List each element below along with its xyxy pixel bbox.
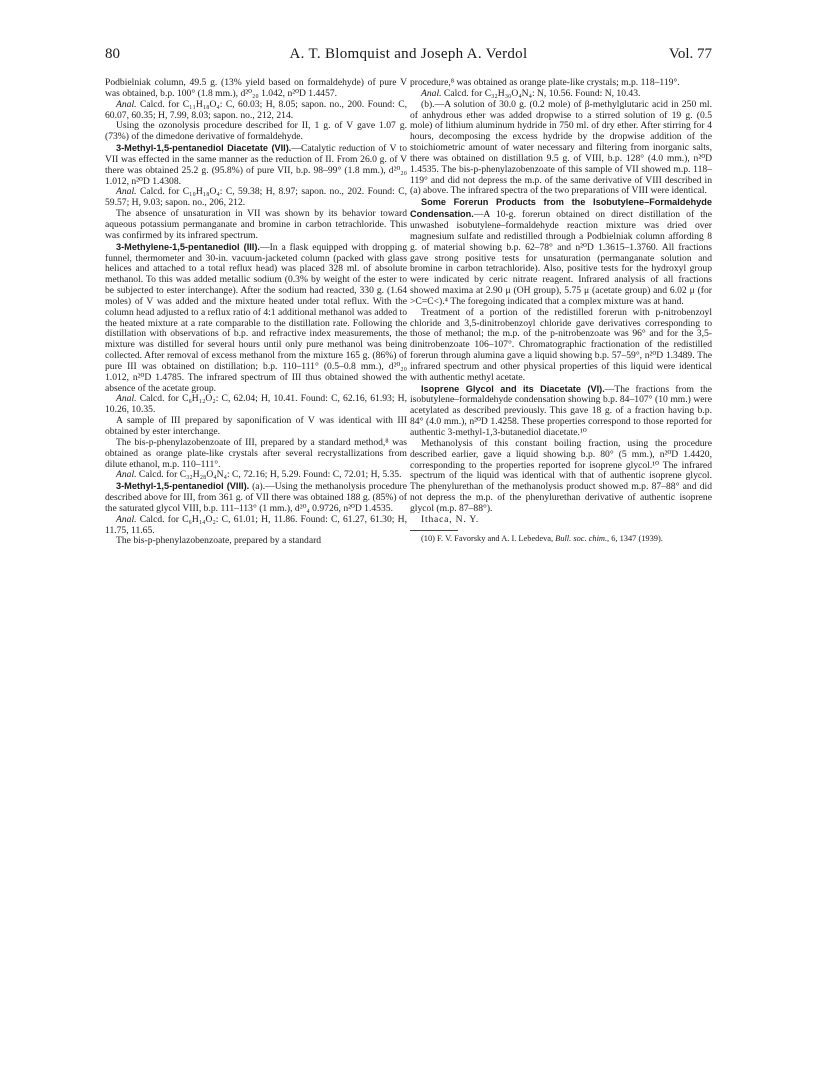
page-number: 80 [105,46,120,62]
analysis-paragraph [105,100,407,122]
footnote-rule [410,530,458,531]
footnote [410,534,712,544]
section-paragraph [105,481,407,515]
paragraph: Methanolysis of this constant boiling fraction, using the procedure described earlier, gave a liquid showing b.p. 80° (5 mm.), n²⁰D 1.4420, corresponding to the properties reported for isoprene glycol.¹⁰ The infrared spectrum of the liquid was identical with that of authentic isoprene glycol. The phenylurethan of the methanolysis product showed m.p. 87–88° and did not depress the m.p. of the phenylurethan derivative of authentic isoprene glycol (m.p. 87–88°). [410,437,712,514]
section-heading: Isoprene Glycol and its Diacetate (VI). [421,383,605,394]
paragraph: The bis-p-phenylazobenzoate of III, prepared by a standard method,⁸ was obtained as orange plate-like crystals after several recrystallizations from dilute ethanol, m.p. 110–111°. [105,436,407,470]
footnote-journal: Bull. soc. chim. [555,533,608,543]
section-text: (a).—Using the methanolysis procedure described above for III, from 361 g. of VII there was obtained 188 g. (85%) of the saturated glycol VIII, b.p. 111–113° (1 mm.), d²⁰₄ 0.9726, n²⁰D 1.4535. [105,481,407,514]
analysis-text: Calcd. for C₃₂H₂₈O₄N₄: C, 72.16; H, 5.29. Found: C, 72.01; H, 5.35. [136,469,402,481]
analysis-text: Calcd. for C₆H₁₄O₂: C, 61.01; H, 11.86. Found: C, 61.27, 61.30; H, 11.75, 11.65. [105,513,407,536]
anal-label: Anal. [116,513,137,525]
section-paragraph [410,197,712,307]
anal-label: Anal. [421,87,442,99]
paragraph: Using the ozonolysis procedure described for II, 1 g. of V gave 1.07 g. (73%) of the dimedone derivative of formaldehyde. [105,120,407,143]
analysis-paragraph [105,515,407,537]
analysis-paragraph [105,470,407,481]
analysis-text: Calcd. for C₃₂H₃₀O₄N₄: N, 10.56. Found: N, 10.43. [441,87,641,99]
section-text: —Catalytic reduction of V to VII was effected in the same manner as the reduction of II. From 26.0 g. of V there was obtained 25.2 g. (95.8%) of pure VII, b.p. 98–99° (1.8 mm.), d²⁰₂₀ 1.012, n²⁰D 1.4308. [105,143,407,187]
section-paragraph [105,143,407,187]
footnote-citation: , 6, 1347 (1939). [607,533,663,543]
paragraph: Podbielniak column, 49.5 g. (13% yield based on formaldehyde) of pure V was obtained, b.p. 100° (1.8 mm.), d²⁰₂₀ 1.042, n²⁰D 1.4457. [105,77,407,99]
running-title: A. T. Blomquist and Joseph A. Verdol [289,46,528,62]
section-heading: 3-Methyl-1,5-pentanediol Diacetate (VII). [116,143,292,154]
section-heading: Some Forerun Products from the Isobutylene–Formaldehyde Condensation. [410,197,712,220]
paragraph: The bis-p-phenylazobenzoate, prepared by a standard [116,535,322,547]
section-paragraph [105,242,407,395]
section-text: —A 10-g. forerun obtained on direct distillation of the unwashed isobutylene–formaldehyde reaction mixture was dried over magnesium sulfate and redistilled through a Podbielniak column affording 8 g. of material showing b.p. 62–78° and n²⁰D 1.3615–1.3760. All fractions gave strong positive tests for unsaturation (permanganate solution and bromine in carbon tetrachloride). Also, positive tests for the hydroxyl group were indicated by ceric nitrate reagent. Infrared analysis of all fractions showed maxima at 2.90 μ (OH group), 5.75 μ (acetate group) and 6.02 μ (for >C=C<).⁴ The foregoing indicated that a complex mixture was at hand. [410,209,712,307]
section-text: —The fractions from the isobutylene–formaldehyde condensation showing b.p. 84–107° (10 mm.) were acetylated as described previously. This gave 18 g. of a fraction having b.p. 84° (4.0 mm.), n²⁰D 1.4258. These properties correspond to those reported for authentic 3-methyl-1,3-butanediol diacetate.¹⁰ [410,383,712,438]
paragraph: Treatment of a portion of the redistilled forerun with p-nitrobenzoyl chloride and 3,5-dinitrobenzoyl chloride gave derivatives corresponding to those of methanol; the m.p. of the p-nitrobenzoate was 96° and for the 3,5-dinitrobenzoate 106–107°. Chromatographic fractionation of the redistilled forerun through alumina gave a liquid showing b.p. 57–59°, n²⁰D 1.3489. The infrared spectrum and other physical properties of this liquid were identical with authentic methyl acetate. [410,306,712,383]
paragraph: procedure,⁸ was obtained as orange plate-like crystals; m.p. 118–119°. [410,77,680,88]
left-column [105,78,407,547]
section-heading: 3-Methyl-1,5-pentanediol (VIII). [116,481,250,492]
section-text: —In a flask equipped with dropping funnel, thermometer and 30-in. vacuum-jacketed column (packed with glass helices and attached to a total reflux head) was placed 328 ml. of absolute methanol. To this was added metallic sodium (0.3% by weight of the ester to be subjected to ester interchange). After the sodium had reacted, 330 g. (1.64 moles) of V was added and the mixture heated under total reflux. With the column head adjusted to a reflux ratio of 4:1 additional methanol was added to the heated mixture at a rate comparable to the distillation rate. Following the distillation with observations of b.p. and refractive index measurements, the mixture was distilled for several hours until only pure methanol was being collected. After removal of excess methanol from the mixture 165 g. (86%) of pure III was obtained on distillation; b.p. 110–111° (0.5–0.8 mm.), d²⁰₂₀ 1.012, n²⁰D 1.4785. The infrared spectrum of III thus obtained showed the absence of the acetate group. [105,241,407,394]
anal-label: Anal. [116,186,137,198]
analysis-paragraph [105,187,407,209]
right-column [410,78,712,544]
volume-label: Vol. 77 [668,46,712,62]
analysis-text: Calcd. for C₁₁H₁₈O₄: C, 60.03; H, 8.05; sapon. no., 200. Found: C, 60.07, 60.35; H, 7.99, 8.03; sapon. no., 212, 214. [105,98,407,121]
anal-label: Anal. [116,98,137,110]
analysis-text: Calcd. for C₁₀H₁₈O₄: C, 59.38; H, 8.97; sapon. no., 202. Found: C, 59.57; H, 9.03; sapon. no., 206, 212. [105,186,407,209]
anal-label: Anal. [116,469,137,481]
page-header [105,46,712,66]
section-paragraph [410,384,712,439]
paragraph: The absence of unsaturation in VII was shown by its behavior toward aqueous potassium permanganate and bromine in carbon tetrachloride. This was confirmed by its infrared spectrum. [105,208,407,241]
paragraph: A sample of III prepared by saponification of V was identical with III obtained by ester interchange. [105,415,407,437]
anal-label: Anal. [116,393,137,405]
analysis-paragraph [105,394,407,416]
place-signature: Ithaca, N. Y. [421,513,480,525]
footnote-authors: (10) F. V. Favorsky and A. I. Lebedeva, [421,533,556,543]
section-heading: 3-Methylene-1,5-pentanediol (III). [116,241,260,252]
analysis-text: Calcd. for C₆H₁₂O₂: C, 62.04; H, 10.41. Found: C, 62.16, 61.93; H, 10.26, 10.35. [105,393,407,416]
paragraph: (b).—A solution of 30.0 g. (0.2 mole) of β-methylglutaric acid in 250 ml. of anhydrous ether was added dropwise to a stirred solution of 19 g. (0.5 mole) of lithium aluminum hydride in 750 ml. of dry ether. After stirring for 4 hours, decomposing the excess hydride by the dropwise addition of the stoichiometric amount of water necessary and filtering from inorganic salts, there was obtained on distillation 9.5 g. of VIII, b.p. 128° (4.0 mm.), n²⁰D 1.4535. The bis-p-phenylazobenzoate of this sample of VII showed m.p. 118–119° and did not depress the m.p. of the same derivative of VIII described in (a) above. The infrared spectra of the two preparations of VIII were identical. [410,98,712,197]
